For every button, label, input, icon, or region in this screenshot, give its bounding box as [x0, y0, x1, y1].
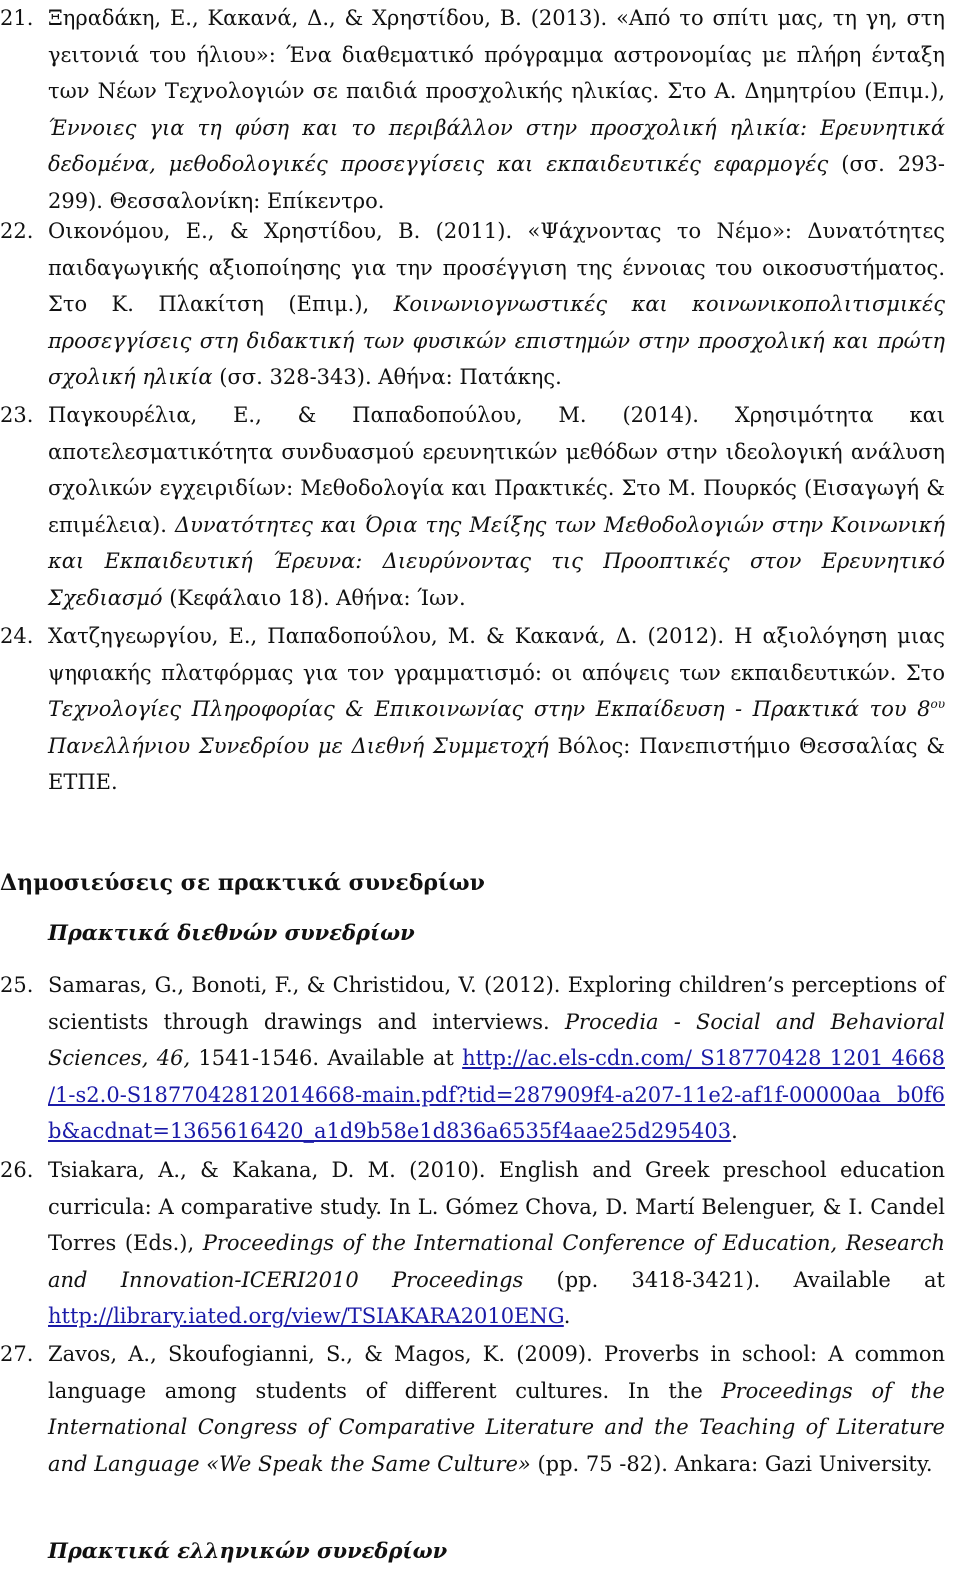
reference-number: 24.: [0, 624, 34, 648]
reference-conference: Πανελλήνιου Συνεδρίου με Διεθνή Συμμετοχή: [48, 733, 549, 758]
reference-link[interactable]: http://ac.els-cdn.com/ S18770428 1201 4668 /1-s2.0-S1877042812014668-main.pdf?tid=287909f4-a207-11e2-af1f-00000aa b0f6b&acdnat=1365616420_a1d9b58e1d836a6535f4aae25d295403: [48, 1046, 945, 1144]
reference-number: 23.: [0, 403, 34, 427]
reference-number: 21.: [0, 6, 34, 30]
reference-26: [0, 1152, 945, 1335]
reference-text: .: [731, 1119, 738, 1144]
reference-text: (σσ. 293-299). Θεσσαλονίκη: Επίκεντρο.: [48, 152, 945, 213]
reference-text: Οικονόμου, Ε., & Χρηστίδου, Β. (2011). «Ψάχνοντας το Νέμο»: Δυνατότητες παιδαγωγικής αξιοποίησης για την προσέγγιση της έννοιας του οικοσυστήματος. Στο Κ. Πλακίτση (Επιμ.),: [48, 219, 945, 317]
reference-text: Ξηραδάκη, Ε., Κακανά, Δ., & Χρηστίδου, Β. (2013). «Από το σπίτι μας, τη γη, στη γειτονιά του ήλιου»: Ένα διαθεματικό πρόγραμμα αστρονομίας με πλήρη ένταξη των Νέων Τεχνολογιών σε παιδιά προσχολικής ηλικίας. Στο Α. Δημητρίου (Επιμ.),: [48, 6, 945, 104]
reference-number: 27.: [0, 1342, 34, 1366]
reference-25: [0, 967, 945, 1150]
subsection-heading-international: Πρακτικά διεθνών συνεδρίων: [48, 920, 415, 945]
reference-27: [0, 1336, 945, 1482]
reference-text: 1541-1546. Available at: [198, 1046, 454, 1071]
reference-text: (σσ. 328-343). Αθήνα: Πατάκης.: [219, 365, 562, 390]
reference-journal: Procedia - Social and Behavioral Sciences, 46,: [48, 1009, 945, 1071]
reference-text: (pp. 3418-3421). Available at: [523, 1267, 945, 1292]
reference-text: Samaras, G., Bonoti, F., & Christidou, V. (2012). Exploring children’s perceptions of scientists through drawings and interviews.: [48, 973, 945, 1034]
reference-number: 25.: [0, 973, 34, 997]
reference-number: 26.: [0, 1158, 34, 1182]
reference-title: Δυνατότητες και Όρια της Μείξης των Μεθοδολογιών στην Κοινωνική και Εκπαιδευτική Έρευνα: Διευρύνοντας τις Προοπτικές στον Ερευνητικό Σχεδιασμό: [48, 512, 945, 610]
reference-21: [0, 0, 945, 220]
reference-title: Proceedings of the International Conference of Education, Research and Innovation-ICERI2010 Proceedings: [48, 1231, 945, 1292]
reference-link[interactable]: http://library.iated.org/view/TSIAKARA2010ENG: [48, 1304, 564, 1329]
reference-number: 22.: [0, 219, 34, 243]
section-heading: Δημοσιεύσεις σε πρακτικά συνεδρίων: [0, 870, 485, 896]
subsection-heading-greek: Πρακτικά ελληνικών συνεδρίων: [48, 1538, 448, 1563]
reference-23: [0, 397, 945, 617]
reference-title: Τεχνολογίες Πληροφορίας & Επικοινωνίας στην Εκπαίδευση - Πρακτικά του 8: [48, 697, 931, 722]
reference-title: Proceedings of the International Congress of Comparative Literature and the Teaching of Literature and Language «We Speak the Same Culture»: [48, 1378, 945, 1476]
reference-text: (pp. 75 -82). Ankara: Gazi University.: [537, 1451, 933, 1476]
reference-text: .: [563, 1304, 571, 1329]
reference-text: (Κεφάλαιο 18). Αθήνα: Ίων.: [169, 585, 466, 610]
reference-text: Βόλος: Πανεπιστήμιο Θεσσαλίας & ΕΤΠΕ.: [48, 733, 945, 795]
reference-text: Zavos, A., Skoufogianni, S., & Magos, K. (2009). Proverbs in school: A common language among students of different cultures. In the: [48, 1342, 945, 1403]
reference-text: Tsiakara, A., & Kakana, D. M. (2010). English and Greek preschool education curricula: A comparative study. In L. Gómez Chova, D. Martí Belenguer, & I. Candel Torres (Eds.),: [48, 1158, 945, 1256]
reference-22: [0, 213, 945, 396]
reference-text: Χατζηγεωργίου, Ε., Παπαδοπούλου, Μ. & Κακανά, Δ. (2012). Η αξιολόγηση μιας ψηφιακής πλατφόρμας για τον γραμματισμό: οι απόψεις των εκπαιδευτικών. Στο: [48, 624, 945, 685]
reference-24: [0, 618, 945, 801]
reference-title: Έννοιες για τη φύση και το περιβάλλον στην προσχολική ηλικία: Ερευνητικά δεδομένα, μεθοδολογικές προσεγγίσεις και εκπαιδευτικές εφαρμογές: [48, 115, 945, 177]
reference-text: Παγκουρέλια, Ε., & Παπαδοπούλου, Μ. (2014). Χρησιμότητα και αποτελεσματικότητα συνδυασμού ερευνητικών μεθόδων στην ιδεολογική ανάλυση σχολικών εγχειριδίων: Μεθοδολογία και Πρακτικές. Στο Μ. Πουρκός (Εισαγωγή & επιμέλεια).: [48, 403, 945, 537]
ordinal-superscript: ου: [930, 697, 945, 712]
reference-title: Κοινωνιογνωστικές και κοινωνικοπολιτισμικές προσεγγίσεις στη διδακτική των φυσικών επιστημών στην προσχολική και πρώτη σχολική ηλικία: [48, 292, 945, 390]
